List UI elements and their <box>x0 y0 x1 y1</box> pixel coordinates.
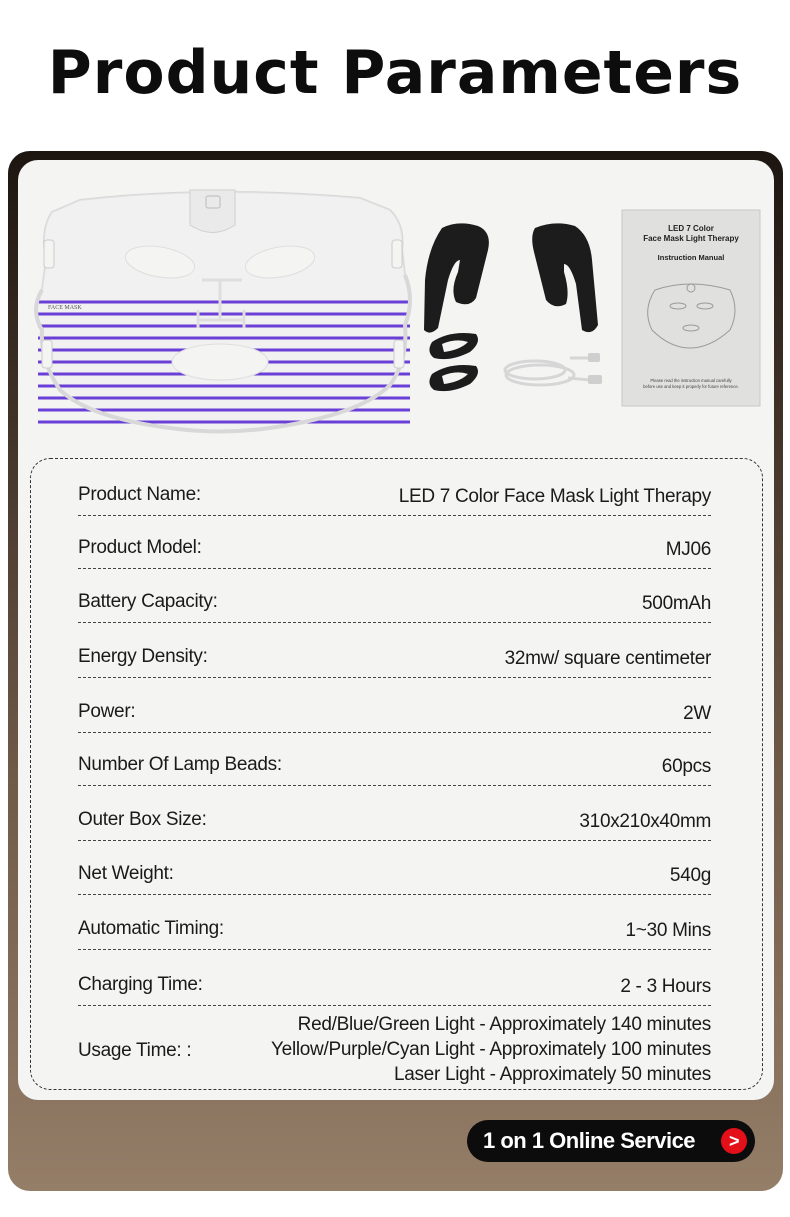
spec-row <box>78 646 711 678</box>
usage-time-label: Usage Time: : <box>78 1040 192 1061</box>
spec-value: 540g <box>669 865 711 886</box>
usage-line: Laser Light - Approximately 50 minutes <box>393 1064 711 1085</box>
instruction-manual <box>622 210 760 406</box>
online-service-label: 1 on 1 Online Service <box>483 1128 696 1153</box>
spec-row <box>78 974 711 1006</box>
spec-row <box>78 701 711 733</box>
spec-value: 500mAh <box>642 593 711 614</box>
spec-label: Net Weight: <box>78 863 174 884</box>
svg-text:before use and keep it properl: before use and keep it properly for future reference. <box>643 384 739 389</box>
spec-value: 310x210x40mm <box>579 811 711 832</box>
spec-label: Number Of Lamp Beads: <box>78 754 282 775</box>
spec-label: Product Name: <box>78 484 201 505</box>
spec-row <box>78 863 711 895</box>
spec-label: Outer Box Size: <box>78 809 207 830</box>
spec-row <box>78 591 711 623</box>
spec-value: 1~30 Mins <box>625 920 711 941</box>
svg-text:Please read the instruction ma: Please read the instruction manual carefully <box>650 378 732 383</box>
spec-label: Power: <box>78 701 136 722</box>
usage-line: Yellow/Purple/Cyan Light - Approximately 100 minutes <box>271 1039 711 1060</box>
spec-label: Battery Capacity: <box>78 591 218 612</box>
spec-value: 2W <box>683 703 711 724</box>
spec-value: 32mw/ square centimeter <box>504 648 711 669</box>
spec-row <box>78 537 711 569</box>
svg-text:Instruction Manual: Instruction Manual <box>657 253 725 262</box>
spec-value: MJ06 <box>665 539 711 560</box>
mask-label: FACE MASK <box>48 305 82 311</box>
product-photo <box>30 180 765 440</box>
spec-label: Automatic Timing: <box>78 918 224 939</box>
spec-row <box>78 484 711 516</box>
usage-line: Red/Blue/Green Light - Approximately 140 minutes <box>297 1014 711 1035</box>
spec-value: 60pcs <box>661 756 711 777</box>
spec-row <box>78 754 711 786</box>
page-title: Product Parameters <box>47 38 743 108</box>
spec-value: 2 - 3 Hours <box>620 976 711 997</box>
online-service-button[interactable] <box>467 1120 755 1162</box>
spec-label: Energy Density: <box>78 646 208 667</box>
spec-row <box>78 918 711 950</box>
spec-row <box>78 809 711 841</box>
svg-text:LED 7 Color: LED 7 Color <box>668 224 714 233</box>
usb-cable <box>505 358 590 385</box>
spec-value: LED 7 Color Face Mask Light Therapy <box>398 486 711 507</box>
spec-label: Charging Time: <box>78 974 203 995</box>
svg-text:Face Mask Light Therapy: Face Mask Light Therapy <box>643 234 739 243</box>
arrow-right-icon: > <box>721 1128 747 1154</box>
spec-label: Product Model: <box>78 537 202 558</box>
usage-time-values <box>271 1012 711 1087</box>
